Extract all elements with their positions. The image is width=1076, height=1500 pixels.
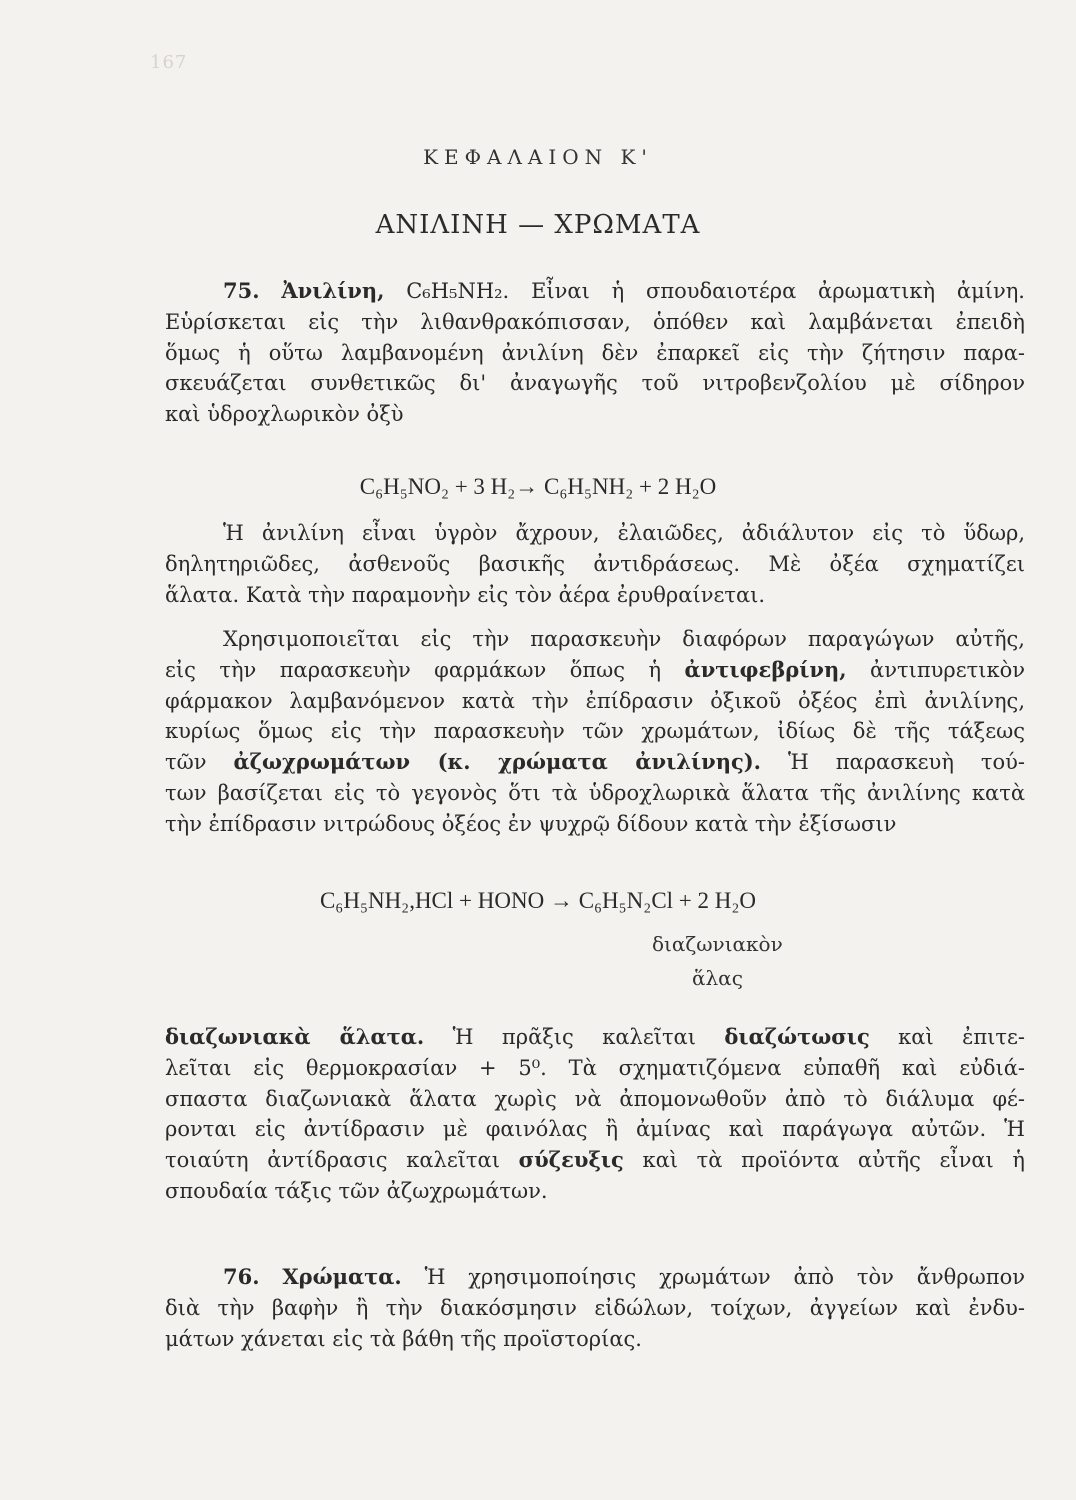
uses-line-5 — [165, 747, 1025, 778]
section-number: 75. — [223, 278, 260, 303]
chapter-title: ΑΝΙΛΙΝΗ — ΧΡΩΜΑΤΑ — [375, 210, 701, 240]
properties-line-1: Ἡ ἀνιλίνη εἶναι ὑγρὸν ἄχρουν, ἐλαιῶδες, ἀδιάλυτον εἰς τὸ ὕδωρ, — [223, 521, 1025, 545]
diazo-line-4: ρονται εἰς ἀντίδρασιν μὲ φαινόλας ἢ ἀμίνας καὶ παράγωγα αὐτῶν. Ἡ — [165, 1117, 1025, 1142]
uses-line-7: τὴν ἐπίδρασιν νιτρώδους ὀξέος ἐν ψυχρῷ δίδουν κατὰ τὴν ἐξίσωσιν — [165, 811, 897, 836]
diazo-line-5-start: τοιαύτη ἀντίδρασις καλεῖται — [165, 1148, 500, 1173]
section-75-heading-line — [165, 276, 1025, 307]
section-76-title: Χρώματα. — [282, 1264, 402, 1289]
properties-line-3: ἅλατα. Κατὰ τὴν παραμονὴν εἰς τὸν ἀέρα ἐρυθραίνεται. — [165, 582, 766, 607]
antifebrin-term: ἀντιφεβρίνη, — [684, 656, 847, 682]
uses-line-6: των βασίζεται εἰς τὸ γεγονὸς ὅτι τὰ ὑδροχλωρικὰ ἅλατα τῆς ἀνιλίνης κατὰ — [165, 780, 1025, 805]
section-75-line-5: καὶ ὑδροχλωρικὸν ὀξὺ — [165, 402, 404, 427]
section-75-line-3: ὅμως ἡ οὕτω λαμβανομένη ἀνιλίνη δὲν ἐπαρκεῖ εἰς τὴν ζήτησιν παρα- — [165, 340, 1025, 365]
diazo-line-5 — [165, 1145, 1025, 1176]
section-75-line-4: σκευάζεται συνθετικῶς δι' ἀναγωγῆς τοῦ νιτροβενζολίου μὲ σίδηρον — [165, 371, 1025, 396]
paragraph-uses — [165, 624, 1025, 840]
azo-dyes-term: ἀζωχρωμάτων (κ. χρώματα ἀνιλίνης). — [233, 749, 761, 775]
equation-reduction: C₆H₅NO₂ + 3 H₂→ C₆H₅NH₂ + 2 H₂O — [359, 474, 717, 499]
uses-line-2 — [165, 655, 1025, 686]
diazo-line-1 — [165, 1022, 1025, 1053]
equation-diazotization: C₆H₅NH₂,HCl + HONO → C₆H₅N₂Cl + 2 H₂O — [319, 888, 757, 913]
diazo-line-6: σπουδαία τάξις τῶν ἀζωχρωμάτων. — [165, 1178, 548, 1203]
uses-line-5-start: τῶν — [165, 750, 207, 775]
properties-line-2: δηλητηριῶδες, ἀσθενοῦς βασικῆς ἀντιδράσεως. Μὲ ὀξέα σχηματίζει — [165, 551, 1025, 576]
section-75-line-1: Εἶναι ἡ σπουδαιοτέρα ἀρωματικὴ ἀμίνη. — [531, 279, 1025, 303]
section-75-line-2: Εὑρίσκεται εἰς τὴν λιθανθρακόπισσαν, ὁπόθεν καὶ λαμβάνεται ἐπειδὴ — [165, 309, 1025, 334]
diazo-line-1-end: καὶ ἐπιτε- — [898, 1025, 1026, 1049]
uses-line-2-end: ἀντιπυρετικὸν — [870, 657, 1025, 682]
section-76-number: 76. — [223, 1264, 260, 1289]
uses-line-3: φάρμακον λαμβανόμενον κατὰ τὴν ἐπίδρασιν ὀξικοῦ ὀξέος ἐπὶ ἀνιλίνης, — [165, 688, 1025, 713]
paragraph-diazo — [165, 1022, 1025, 1207]
section-75 — [165, 276, 1025, 430]
diazo-line-5-end: καὶ τὰ προϊόντα αὐτῆς εἶναι ἡ — [642, 1148, 1025, 1173]
equation-note-salt: ἅλας — [692, 966, 743, 990]
paragraph-properties — [165, 518, 1025, 610]
aniline-formula: C₆H₅NH₂. — [406, 279, 510, 303]
uses-line-1: Χρησιμοποιεῖται εἰς τὴν παρασκευὴν διαφόρων παραγώγων αὐτῆς, — [223, 627, 1025, 651]
diazo-line-2: λεῖται εἰς θερμοκρασίαν + 5⁰. Τὰ σχηματιζόμενα εὐπαθῆ καὶ εὐδιά- — [165, 1055, 1025, 1080]
section-76-line-3: μάτων χάνεται εἰς τὰ βάθη τῆς προϊστορίας. — [165, 1326, 642, 1351]
section-76-block — [165, 1262, 1025, 1354]
diazo-line-3: σπαστα διαζωνιακὰ ἅλατα χωρὶς νὰ ἀπομονωθοῦν ἀπὸ τὸ διάλυμα φέ- — [165, 1086, 1025, 1111]
uses-line-2-text: εἰς τὴν παρασκευὴν φαρμάκων ὅπως ἡ — [165, 657, 662, 682]
section-76-line-1: Ἡ χρησιμοποίησις χρωμάτων ἀπὸ τὸν ἄνθρωπον — [424, 1265, 1025, 1289]
page-number: 167 — [150, 52, 188, 73]
diazonium-salts-term: διαζωνιακὰ ἅλατα. — [165, 1024, 425, 1049]
section-title: Ἀνιλίνη, — [281, 278, 385, 303]
chapter-heading: ΚΕΦΑΛΑΙΟΝ Κ' — [423, 145, 653, 169]
coupling-term: σύζευξις — [518, 1147, 624, 1173]
equation-note-diazonium: διαζωνιακὸν — [652, 932, 783, 956]
section-76-heading-line — [165, 1262, 1025, 1293]
uses-line-4: κυρίως ὅμως εἰς τὴν παρασκευὴν τῶν χρωμάτων, ἰδίως δὲ τῆς τάξεως — [165, 719, 1025, 744]
diazotization-term: διαζώτωσις — [724, 1024, 870, 1049]
diazo-line-1-text: Ἡ πρᾶξις καλεῖται — [452, 1025, 696, 1049]
uses-line-5-end: Ἡ παρασκευὴ τού- — [787, 750, 1025, 775]
section-76-line-2: διὰ τὴν βαφὴν ἢ τὴν διακόσμησιν εἰδώλων, τοίχων, ἀγγείων καὶ ἐνδυ- — [165, 1295, 1025, 1320]
